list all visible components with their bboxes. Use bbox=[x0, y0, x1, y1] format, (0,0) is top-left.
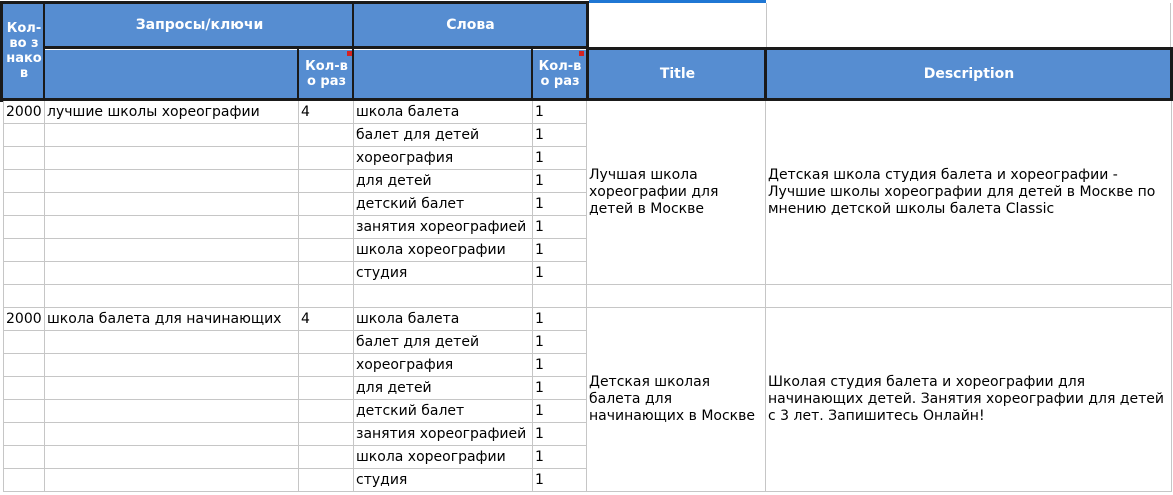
cell-chars[interactable] bbox=[3, 124, 45, 147]
cell-count[interactable] bbox=[299, 170, 354, 193]
grid-line bbox=[1170, 3, 1171, 47]
cell-count[interactable] bbox=[299, 377, 354, 400]
selection-highlight bbox=[589, 0, 766, 3]
cell-query[interactable] bbox=[45, 354, 299, 377]
header-border bbox=[764, 48, 767, 100]
cell-query[interactable] bbox=[45, 377, 299, 400]
cell-chars[interactable] bbox=[3, 400, 45, 423]
cell-word[interactable]: школа хореографии bbox=[354, 239, 533, 262]
cell-chars[interactable]: 2000 bbox=[3, 101, 45, 124]
cell-chars[interactable] bbox=[3, 377, 45, 400]
header-words-blank[interactable] bbox=[354, 50, 533, 98]
cell-chars[interactable] bbox=[3, 239, 45, 262]
cell-empty[interactable] bbox=[766, 285, 1172, 308]
cell-count[interactable] bbox=[299, 147, 354, 170]
cell-chars[interactable]: 2000 bbox=[3, 308, 45, 331]
cell-empty[interactable] bbox=[587, 285, 766, 308]
cell-count[interactable] bbox=[299, 216, 354, 239]
cell-chars[interactable] bbox=[3, 170, 45, 193]
cell-query[interactable] bbox=[45, 262, 299, 285]
cell-word-count[interactable]: 1 bbox=[533, 239, 587, 262]
cell-count[interactable] bbox=[299, 446, 354, 469]
cell-query[interactable] bbox=[45, 170, 299, 193]
header-description[interactable]: Description bbox=[766, 50, 1172, 98]
cell-count[interactable] bbox=[299, 354, 354, 377]
header-border bbox=[531, 48, 533, 100]
header-border bbox=[0, 1, 589, 4]
cell-empty[interactable] bbox=[3, 285, 45, 308]
cell-word-count[interactable]: 1 bbox=[533, 377, 587, 400]
cell-word[interactable]: балет для детей bbox=[354, 331, 533, 354]
header-queries[interactable]: Запросы/ключи bbox=[45, 3, 354, 48]
cell-empty[interactable] bbox=[45, 285, 299, 308]
header-border bbox=[45, 46, 589, 49]
cell-word-count[interactable]: 1 bbox=[533, 469, 587, 492]
header-words[interactable]: Слова bbox=[354, 3, 587, 48]
cell-empty[interactable] bbox=[299, 285, 354, 308]
cell-chars[interactable] bbox=[3, 193, 45, 216]
cell-chars[interactable] bbox=[3, 262, 45, 285]
cell-word[interactable]: школа балета bbox=[354, 101, 533, 124]
header-border bbox=[0, 1, 3, 102]
cell-query[interactable] bbox=[45, 216, 299, 239]
cell-count[interactable] bbox=[299, 193, 354, 216]
comment-marker-icon bbox=[579, 51, 584, 56]
cell-chars[interactable] bbox=[3, 331, 45, 354]
cell-empty[interactable] bbox=[354, 285, 533, 308]
cell-word-count[interactable]: 1 bbox=[533, 331, 587, 354]
cell-word[interactable]: детский балет bbox=[354, 400, 533, 423]
cell-chars[interactable] bbox=[3, 446, 45, 469]
cell-word[interactable]: для детей bbox=[354, 170, 533, 193]
cell-count[interactable] bbox=[299, 262, 354, 285]
cell-count[interactable] bbox=[299, 331, 354, 354]
cell-word-count[interactable]: 1 bbox=[533, 147, 587, 170]
cell-query[interactable] bbox=[45, 423, 299, 446]
cell-word[interactable]: школа хореографии bbox=[354, 446, 533, 469]
cell-word-count[interactable]: 1 bbox=[533, 423, 587, 446]
cell-word-count[interactable]: 1 bbox=[533, 101, 587, 124]
cell-count[interactable]: 4 bbox=[299, 101, 354, 124]
cell-query[interactable] bbox=[45, 331, 299, 354]
cell-word[interactable]: занятия хореографией bbox=[354, 216, 533, 239]
cell-word[interactable]: хореография bbox=[354, 354, 533, 377]
cell-word-count[interactable]: 1 bbox=[533, 193, 587, 216]
cell-query[interactable] bbox=[45, 193, 299, 216]
cell-title[interactable]: Лучшая школа хореографии для детей в Москве bbox=[587, 101, 766, 285]
cell-word[interactable]: студия bbox=[354, 262, 533, 285]
cell-count[interactable] bbox=[299, 469, 354, 492]
header-border bbox=[297, 48, 299, 100]
cell-word[interactable]: детский балет bbox=[354, 193, 533, 216]
cell-description[interactable]: Школая студия балета и хореографии для начинающих детей. Занятия хореографии для детей с 3 лет. Запишитесь Онлайн! bbox=[766, 308, 1172, 492]
cell-word-count[interactable]: 1 bbox=[533, 308, 587, 331]
cell-word[interactable]: хореография bbox=[354, 147, 533, 170]
header-border bbox=[43, 1, 45, 101]
cell-word-count[interactable]: 1 bbox=[533, 262, 587, 285]
cell-word-count[interactable]: 1 bbox=[533, 170, 587, 193]
cell-query[interactable] bbox=[45, 400, 299, 423]
cell-query[interactable] bbox=[45, 124, 299, 147]
cell-chars[interactable] bbox=[3, 216, 45, 239]
cell-query[interactable]: школа балета для начинающих bbox=[45, 308, 299, 331]
cell-query[interactable]: лучшие школы хореографии bbox=[45, 101, 299, 124]
header-count-queries[interactable]: Кол-во раз bbox=[299, 50, 354, 98]
header-query-blank[interactable] bbox=[45, 50, 299, 98]
cell-empty[interactable] bbox=[533, 285, 587, 308]
cell-title[interactable]: Детская школая балета для начинающих в Москве bbox=[587, 308, 766, 492]
cell-word[interactable]: школа балета bbox=[354, 308, 533, 331]
cell-word[interactable]: балет для детей bbox=[354, 124, 533, 147]
cell-word[interactable]: для детей bbox=[354, 377, 533, 400]
cell-word-count[interactable]: 1 bbox=[533, 216, 587, 239]
cell-chars[interactable] bbox=[3, 469, 45, 492]
cell-count[interactable] bbox=[299, 423, 354, 446]
cell-count[interactable] bbox=[299, 400, 354, 423]
cell-word-count[interactable]: 1 bbox=[533, 446, 587, 469]
cell-word-count[interactable]: 1 bbox=[533, 400, 587, 423]
cell-query[interactable] bbox=[45, 147, 299, 170]
cell-word-count[interactable]: 1 bbox=[533, 354, 587, 377]
cell-chars[interactable] bbox=[3, 354, 45, 377]
header-title[interactable]: Title bbox=[589, 50, 766, 98]
cell-word[interactable]: студия bbox=[354, 469, 533, 492]
cell-count[interactable] bbox=[299, 124, 354, 147]
comment-marker-icon bbox=[347, 51, 352, 56]
cell-count[interactable] bbox=[299, 239, 354, 262]
cell-word-count[interactable]: 1 bbox=[533, 124, 587, 147]
cell-query[interactable] bbox=[45, 469, 299, 492]
header-border bbox=[352, 1, 354, 101]
header-chars[interactable]: Кол-во знаков bbox=[3, 3, 45, 98]
cell-query[interactable] bbox=[45, 239, 299, 262]
grid-line bbox=[766, 3, 767, 47]
header-count-words[interactable]: Кол-во раз bbox=[533, 50, 587, 98]
cell-count[interactable]: 4 bbox=[299, 308, 354, 331]
cell-chars[interactable] bbox=[3, 423, 45, 446]
cell-query[interactable] bbox=[45, 446, 299, 469]
cell-chars[interactable] bbox=[3, 147, 45, 170]
cell-description[interactable]: Детская школа студия балета и хореографии - Лучшие школы хореографии для детей в Москве по мнению детской школы балета Classic bbox=[766, 101, 1172, 285]
cell-word[interactable]: занятия хореографией bbox=[354, 423, 533, 446]
header-border bbox=[586, 1, 589, 101]
header-border bbox=[589, 47, 1173, 50]
